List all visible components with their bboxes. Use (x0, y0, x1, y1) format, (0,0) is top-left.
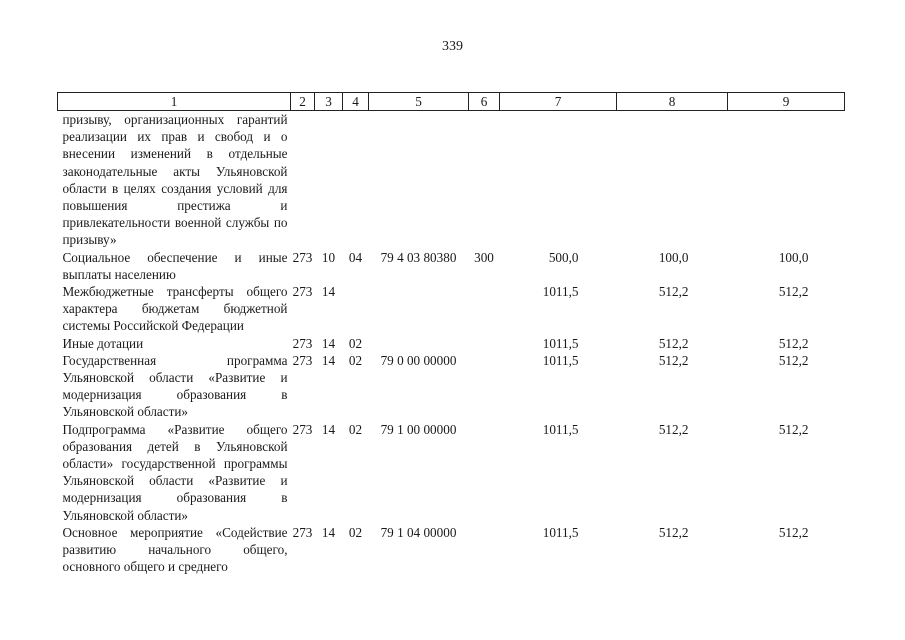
cell-col-4 (343, 111, 369, 249)
cell-col-8 (617, 111, 728, 249)
table-row (58, 335, 845, 352)
table-header-row (58, 93, 845, 111)
cell-col-8: 100,0 (658, 249, 689, 265)
cell-col-7: 1011,5 (542, 284, 579, 300)
cell-col-6 (469, 111, 500, 249)
cell-col-2: 273 (292, 284, 313, 300)
cell-col-3: 10 (321, 249, 336, 265)
table-row (58, 249, 845, 283)
cell-col-8: 512,2 (658, 352, 689, 368)
column-header-6: 6 (469, 93, 500, 111)
cell-col-4: 02 (348, 421, 363, 437)
row-description: Социальное обеспечение и иные выплаты населению (62, 249, 288, 282)
cell-col-9: 100,0 (778, 249, 809, 265)
column-header-4: 4 (343, 93, 369, 111)
cell-col-5: 79 0 00 00000 (380, 352, 457, 368)
cell-col-4: 02 (348, 335, 363, 351)
table-row (58, 524, 845, 576)
cell-col-5: 79 1 04 00000 (380, 524, 457, 540)
cell-col-4: 02 (348, 352, 363, 368)
row-description: Межбюджетные трансферты общего характера бюджетам бюджетной системы Российской Федерации (62, 284, 288, 334)
cell-col-9: 512,2 (778, 524, 809, 540)
cell-col-5 (369, 283, 469, 335)
cell-col-3: 14 (321, 524, 336, 540)
cell-col-5 (369, 335, 469, 352)
cell-col-8: 512,2 (658, 421, 689, 437)
cell-col-3: 14 (321, 284, 336, 300)
cell-col-7: 1011,5 (542, 335, 579, 351)
column-header-2: 2 (291, 93, 315, 111)
column-header-5: 5 (369, 93, 469, 111)
cell-col-3: 14 (321, 352, 336, 368)
row-description: Иные дотации (62, 335, 144, 351)
row-description: Подпрограмма «Развитие общего образования детей в Ульяновской области» государственной программы Ульяновской области «Развитие и модернизация образования в Ульяновской области» (62, 421, 288, 523)
cell-col-6 (469, 283, 500, 335)
page-number: 339 (442, 39, 463, 54)
cell-col-7 (500, 111, 617, 249)
cell-col-9: 512,2 (778, 352, 809, 368)
cell-col-6 (469, 524, 500, 576)
cell-col-2: 273 (292, 524, 313, 540)
row-description: Государственная программа Ульяновской области «Развитие и модернизация образования в Ульяновской области» (62, 352, 288, 420)
table-row (58, 111, 845, 249)
column-header-9: 9 (728, 93, 845, 111)
column-header-1: 1 (58, 93, 291, 111)
row-description: призыву, организационных гарантий реализации их прав и свобод и о внесении изменений в отдельные законодательные акты Ульяновской области в целях создания условий для повышения престижа и привлекательности военной службы по призыву» (62, 112, 288, 248)
table-row (58, 352, 845, 421)
cell-col-4: 04 (348, 249, 363, 265)
cell-col-2 (291, 111, 315, 249)
cell-col-5 (369, 111, 469, 249)
cell-col-5: 79 1 00 00000 (380, 421, 457, 437)
cell-col-7: 1011,5 (542, 421, 579, 437)
cell-col-4 (343, 283, 369, 335)
cell-col-7: 1011,5 (542, 524, 579, 540)
cell-col-3: 14 (321, 335, 336, 351)
cell-col-2: 273 (292, 421, 313, 437)
cell-col-8: 512,2 (658, 284, 689, 300)
cell-col-2: 273 (292, 352, 313, 368)
cell-col-4: 02 (348, 524, 363, 540)
cell-col-7: 500,0 (548, 249, 579, 265)
cell-col-6 (469, 335, 500, 352)
cell-col-6 (469, 352, 500, 421)
cell-col-6: 300 (474, 249, 494, 265)
cell-col-2: 273 (292, 249, 313, 265)
cell-col-9 (728, 111, 845, 249)
cell-col-8: 512,2 (658, 335, 689, 351)
column-header-7: 7 (500, 93, 617, 111)
column-header-3: 3 (315, 93, 343, 111)
cell-col-3 (315, 111, 343, 249)
table-row (58, 421, 845, 524)
table-row (58, 283, 845, 335)
budget-table (57, 92, 845, 575)
cell-col-2: 273 (292, 335, 313, 351)
cell-col-8: 512,2 (658, 524, 689, 540)
cell-col-9: 512,2 (778, 421, 809, 437)
row-description: Основное мероприятие «Содействие развитию начального общего, основного общего и среднего (62, 524, 288, 575)
cell-col-9: 512,2 (778, 284, 809, 300)
cell-col-6 (469, 421, 500, 524)
column-header-8: 8 (617, 93, 728, 111)
cell-col-3: 14 (321, 421, 336, 437)
cell-col-7: 1011,5 (542, 352, 579, 368)
cell-col-5: 79 4 03 80380 (380, 249, 457, 265)
cell-col-9: 512,2 (778, 335, 809, 351)
